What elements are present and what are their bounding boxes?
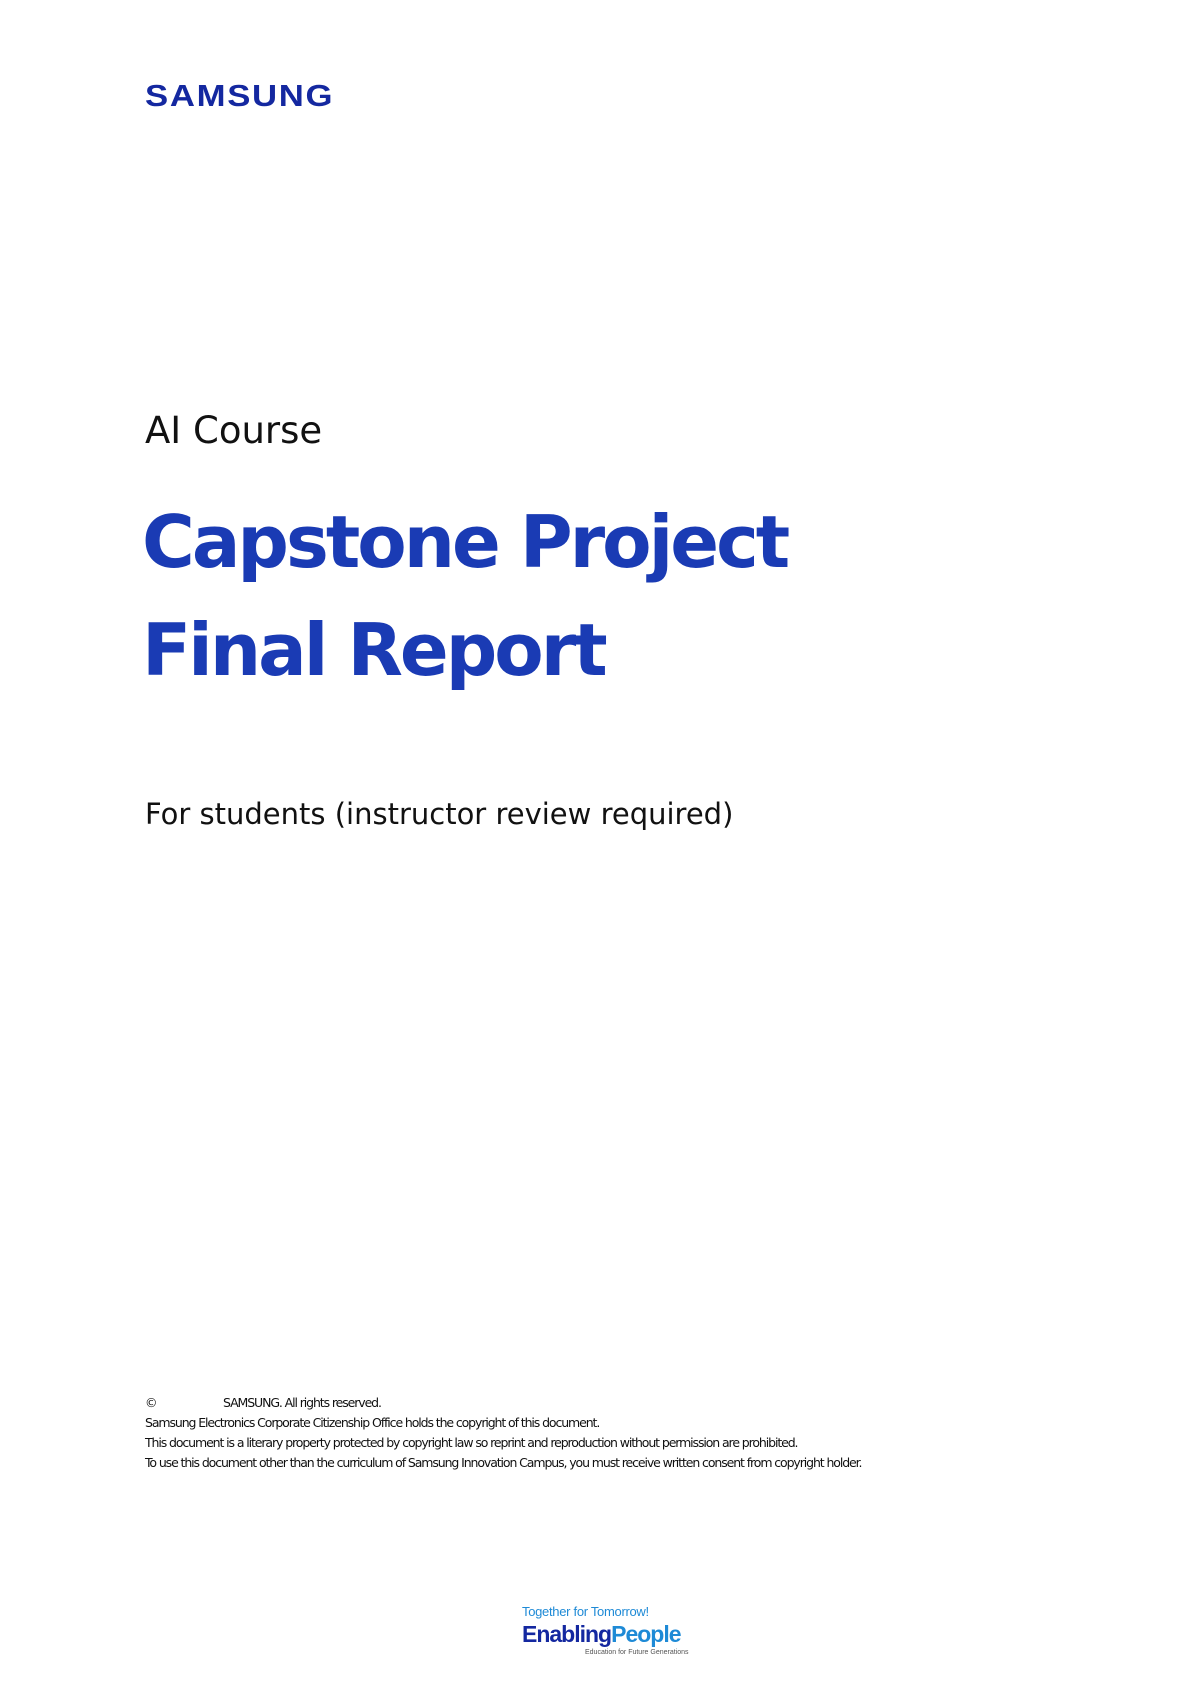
footer-subtext: Education for Future Generations: [585, 1649, 689, 1656]
copyright-owner-text: SAMSUNG. All rights reserved.: [223, 1395, 381, 1410]
copyright-line-4: To use this document other than the curriculum of Samsung Innovation Campus, you must receive written consent from copyright holder.: [145, 1455, 862, 1470]
report-title: [142, 488, 787, 704]
copyright-symbol: ©: [145, 1395, 157, 1410]
footer-brand-enabling: Enabling: [522, 1621, 612, 1647]
course-label: AI Course: [145, 409, 323, 452]
copyright-line-2: Samsung Electronics Corporate Citizenship Office holds the copyright of this document.: [145, 1415, 600, 1430]
audience-subtitle: For students (instructor review required): [145, 797, 734, 831]
enabling-people-logo: [522, 1604, 712, 1658]
samsung-logo: SAMSUNG: [145, 78, 335, 113]
footer-brand: [522, 1620, 712, 1648]
copyright-line-3: This document is a literary property protected by copyright law so reprint and reproduction without permission are prohibited.: [145, 1435, 798, 1450]
copyright-notice: [145, 1393, 861, 1473]
report-title-line2: Final Report: [142, 608, 605, 692]
copyright-line-1: [145, 1393, 861, 1413]
report-title-line1: Capstone Project: [142, 500, 788, 584]
footer-tagline: Together for Tomorrow!: [522, 1604, 649, 1619]
footer-brand-people: People: [611, 1621, 681, 1647]
